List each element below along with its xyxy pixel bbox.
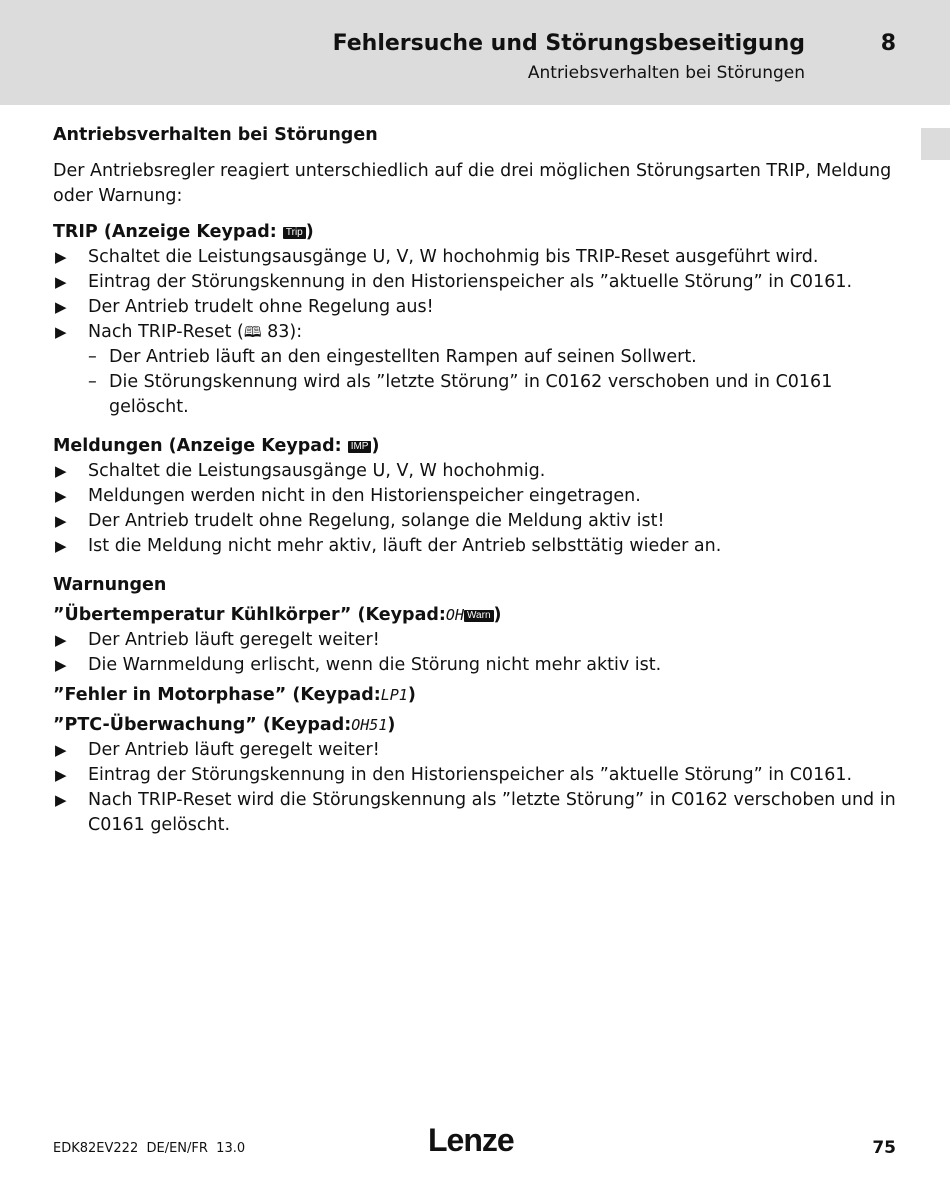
bullet-arrow-icon: ▶: [55, 487, 67, 505]
warning-ptc-text: ”PTC-Überwachung” (Keypad:: [53, 715, 352, 735]
dash-bullet: –: [88, 372, 97, 392]
list-item: [53, 763, 903, 788]
warning-ptc-list: [53, 738, 903, 838]
trip-heading-close: ): [305, 222, 314, 242]
warn-badge: Warn: [464, 610, 494, 622]
trip-list: [53, 245, 903, 420]
bullet-arrow-icon: ▶: [55, 537, 67, 555]
sub-list-item-text: Der Antrieb läuft an den eingestellten Rampen auf seinen Sollwert.: [109, 347, 697, 367]
list-item-text: Der Antrieb läuft geregelt weiter!: [88, 630, 380, 650]
warning-motorphase-text: ”Fehler in Motorphase” (Keypad:: [53, 685, 381, 705]
lenze-logo: Lenze: [428, 1122, 514, 1158]
section-intro: Der Antriebsregler reagiert unterschiedlich auf die drei möglichen Störungsarten TRIP, Meldung oder Warnung:: [53, 161, 892, 206]
bullet-arrow-icon: ▶: [55, 298, 67, 316]
imp-badge: IMP: [348, 441, 372, 453]
list-item-text: Meldungen werden nicht in den Historienspeicher eingetragen.: [88, 486, 641, 506]
bullet-arrow-icon: ▶: [55, 323, 67, 341]
page-content: [53, 123, 903, 838]
meldungen-heading: [53, 434, 903, 459]
warning-overtemp-heading: [53, 603, 903, 628]
chapter-side-tab: [921, 128, 950, 160]
oh-code: OH: [445, 606, 464, 624]
trip-reset-sublist: [88, 345, 903, 420]
list-item: [53, 484, 903, 509]
warning-motorphase-heading: [53, 683, 903, 708]
chapter-number: 8: [880, 31, 896, 56]
list-item-text: Nach TRIP-Reset wird die Störungskennung als ”letzte Störung” in C0162 verschoben und in C0161 gelöscht.: [88, 790, 896, 835]
list-item-text: Schaltet die Leistungsausgänge U, V, W hochohmig.: [88, 461, 546, 481]
list-item: [53, 534, 903, 559]
bullet-arrow-icon: ▶: [55, 766, 67, 784]
page-header: [0, 0, 950, 105]
meldungen-heading-close: ): [371, 436, 380, 456]
trip-heading-text: TRIP (Anzeige Keypad:: [53, 222, 283, 242]
list-item: [53, 653, 903, 678]
warning-motorphase-close: ): [407, 685, 416, 705]
bullet-arrow-icon: ▶: [55, 462, 67, 480]
bullet-arrow-icon: ▶: [55, 631, 67, 649]
warning-ptc-heading: [53, 713, 903, 738]
bullet-arrow-icon: ▶: [55, 273, 67, 291]
warning-overtemp-list: [53, 628, 903, 678]
page-number: 75: [872, 1138, 896, 1158]
bullet-arrow-icon: ▶: [55, 741, 67, 759]
document-id: EDK82EV222 DE/EN/FR 13.0: [53, 1141, 246, 1156]
list-item: [53, 270, 903, 295]
list-item-text: Nach TRIP-Reset (: [88, 322, 244, 342]
list-item-text: Eintrag der Störungskennung in den Historienspeicher als ”aktuelle Störung” in C0161.: [88, 272, 853, 292]
list-item: [53, 738, 903, 763]
list-item: [53, 245, 903, 270]
oh51-code: OH51: [351, 716, 388, 734]
sub-list-item: [88, 345, 903, 370]
chapter-title: Fehlersuche und Störungsbeseitigung: [332, 31, 805, 56]
list-item-text: Der Antrieb läuft geregelt weiter!: [88, 740, 380, 760]
meldungen-heading-text: Meldungen (Anzeige Keypad:: [53, 436, 348, 456]
list-item: [53, 459, 903, 484]
warnungen-heading: Warnungen: [53, 575, 167, 595]
trip-heading: [53, 220, 903, 245]
list-item: [53, 628, 903, 653]
meldungen-list: [53, 459, 903, 559]
bullet-arrow-icon: ▶: [55, 512, 67, 530]
lp1-code: LP1: [380, 686, 408, 704]
bullet-arrow-icon: ▶: [55, 248, 67, 266]
sub-list-item-text: Die Störungskennung wird als ”letzte Störung” in C0162 verschoben und in C0161 gelöscht.: [109, 372, 833, 417]
list-item: [53, 320, 903, 420]
chapter-subtitle: Antriebsverhalten bei Störungen: [527, 63, 805, 83]
bullet-arrow-icon: ▶: [55, 791, 67, 809]
trip-badge: Trip: [283, 227, 306, 239]
book-icon: 🕮: [243, 323, 262, 341]
list-item-text: Der Antrieb trudelt ohne Regelung aus!: [88, 297, 434, 317]
list-item: [53, 295, 903, 320]
sub-list-item: [88, 370, 903, 420]
list-item-text: Schaltet die Leistungsausgänge U, V, W hochohmig bis TRIP-Reset ausgeführt wird.: [88, 247, 819, 267]
warning-overtemp-close: ): [493, 605, 502, 625]
list-item-text: Der Antrieb trudelt ohne Regelung, solange die Meldung aktiv ist!: [88, 511, 665, 531]
bullet-arrow-icon: ▶: [55, 656, 67, 674]
list-item-text: Eintrag der Störungskennung in den Historienspeicher als ”aktuelle Störung” in C0161.: [88, 765, 853, 785]
list-item-text: Die Warnmeldung erlischt, wenn die Störung nicht mehr aktiv ist.: [88, 655, 662, 675]
list-item-text: Ist die Meldung nicht mehr aktiv, läuft der Antrieb selbsttätig wieder an.: [88, 536, 722, 556]
warning-overtemp-text: ”Übertemperatur Kühlkörper” (Keypad:: [53, 605, 446, 625]
list-item: [53, 509, 903, 534]
dash-bullet: –: [88, 347, 97, 367]
warning-ptc-close: ): [387, 715, 396, 735]
section-heading: Antriebsverhalten bei Störungen: [53, 125, 378, 145]
page-reference: 83):: [261, 322, 303, 342]
list-item: [53, 788, 903, 838]
